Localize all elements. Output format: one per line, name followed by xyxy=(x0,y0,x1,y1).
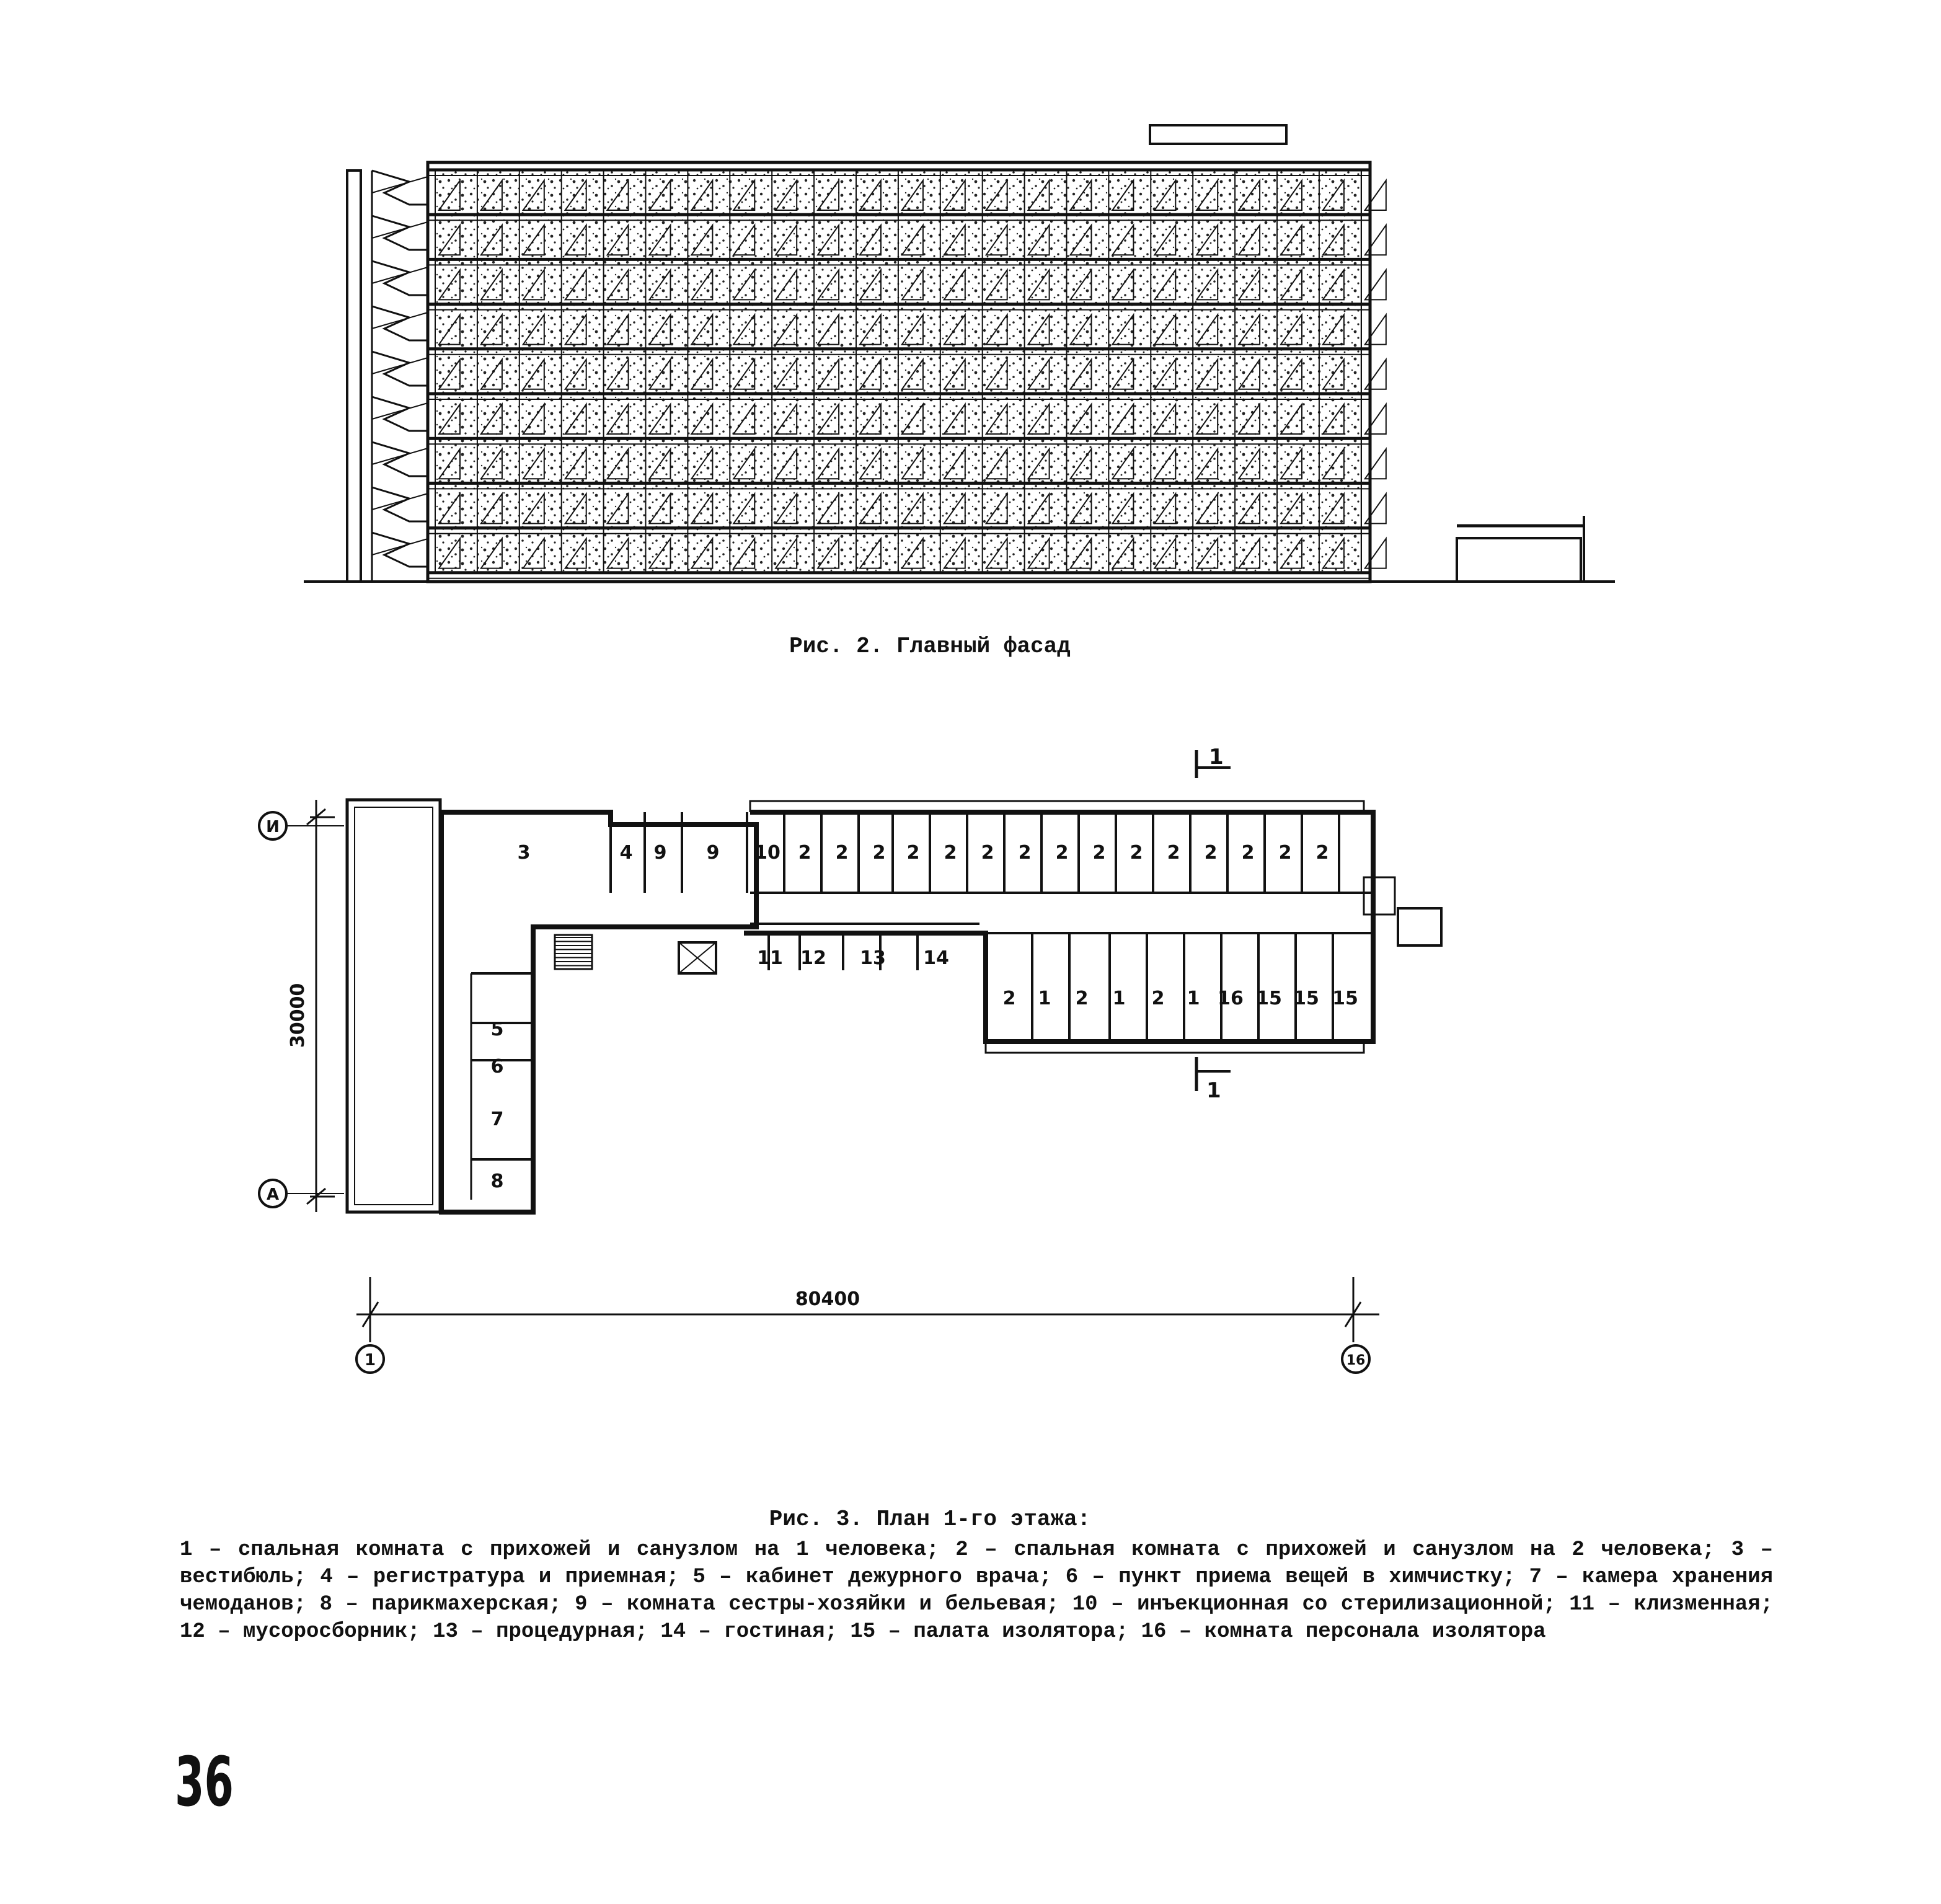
room-label-bottom: 15 xyxy=(1332,988,1358,1009)
section-mark-bottom: 1 xyxy=(1206,1078,1221,1103)
room-label-middle: 14 xyxy=(923,947,949,969)
room-label-top: 2 xyxy=(872,842,886,864)
room-label-middle: 12 xyxy=(800,947,826,969)
room-label-top: 2 xyxy=(1204,842,1218,864)
figure3-legend: 1 – спальная комната с прихожей и санузлом на 1 человека; 2 – спальная комната с прихожей и санузлом на 2 человека; 3 – вестибюль; 4 – регистратура и приемная; 5 – кабинет дежурного врача; 6 – пункт приема вещей в химчистку; 7 – камера хранения чемоданов; 8 – парикмахерская; 9 – комната сестры-хозяйки и бельевая; 10 – инъекционная со стерилизационной; 11 – клизменная; 12 – мусоросборник; 13 – процедурная; 14 – гостиная; 15 – палата изолятора; 16 – комната персонала изолятора xyxy=(180,1538,1773,1644)
room-label-bottom: 15 xyxy=(1293,988,1319,1009)
room-label-wing: 5 xyxy=(490,1019,504,1040)
room-label-top: 2 xyxy=(798,842,811,864)
room-label-wing: 7 xyxy=(490,1109,504,1130)
axis-label-right: 16 xyxy=(1346,1353,1366,1368)
floor-plan-drawing xyxy=(259,750,1441,1373)
room-label-top: 2 xyxy=(906,842,920,864)
room-label-top: 2 xyxy=(1241,842,1255,864)
room-label-top: 2 xyxy=(1018,842,1032,864)
room-label-bottom: 2 xyxy=(1002,988,1016,1009)
figure2-caption: Рис. 2. Главный фасад xyxy=(789,634,1071,659)
room-label-top: 9 xyxy=(653,842,667,864)
axis-label-top: И xyxy=(266,818,280,836)
room-label-top: 9 xyxy=(706,842,720,864)
axis-label-left: 1 xyxy=(364,1351,376,1370)
room-label-top: 2 xyxy=(1167,842,1180,864)
room-label-bottom: 1 xyxy=(1038,988,1051,1009)
page-number: 36 xyxy=(175,1742,234,1822)
room-label-bottom: 2 xyxy=(1075,988,1089,1009)
room-label-top: 2 xyxy=(835,842,849,864)
room-label-bottom: 1 xyxy=(1187,988,1200,1009)
room-label-top: 2 xyxy=(1055,842,1069,864)
room-label-top: 10 xyxy=(754,842,780,864)
room-label-bottom: 1 xyxy=(1112,988,1126,1009)
room-label-top: 4 xyxy=(619,842,633,864)
section-mark-top: 1 xyxy=(1209,745,1224,769)
room-label-middle: 13 xyxy=(860,947,886,969)
room-label-top: 2 xyxy=(944,842,957,864)
axis-label-bottom: А xyxy=(266,1185,280,1204)
room-label-top: 3 xyxy=(517,842,531,864)
room-label-top: 2 xyxy=(981,842,994,864)
figure3-caption: Рис. 3. План 1-го этажа: xyxy=(769,1507,1091,1532)
main-facade-drawing xyxy=(304,125,1615,582)
room-label-bottom: 15 xyxy=(1256,988,1282,1009)
room-label-wing: 8 xyxy=(490,1171,504,1192)
room-label-bottom: 16 xyxy=(1218,988,1244,1009)
room-label-top: 2 xyxy=(1092,842,1106,864)
room-label-bottom: 2 xyxy=(1151,988,1165,1009)
room-label-top: 2 xyxy=(1130,842,1143,864)
room-label-top: 2 xyxy=(1315,842,1329,864)
room-label-middle: 11 xyxy=(757,947,783,969)
room-label-top: 2 xyxy=(1278,842,1292,864)
dimension-length: 80400 xyxy=(795,1288,860,1310)
dimension-height: 30000 xyxy=(287,983,309,1048)
room-label-wing: 6 xyxy=(490,1056,504,1078)
